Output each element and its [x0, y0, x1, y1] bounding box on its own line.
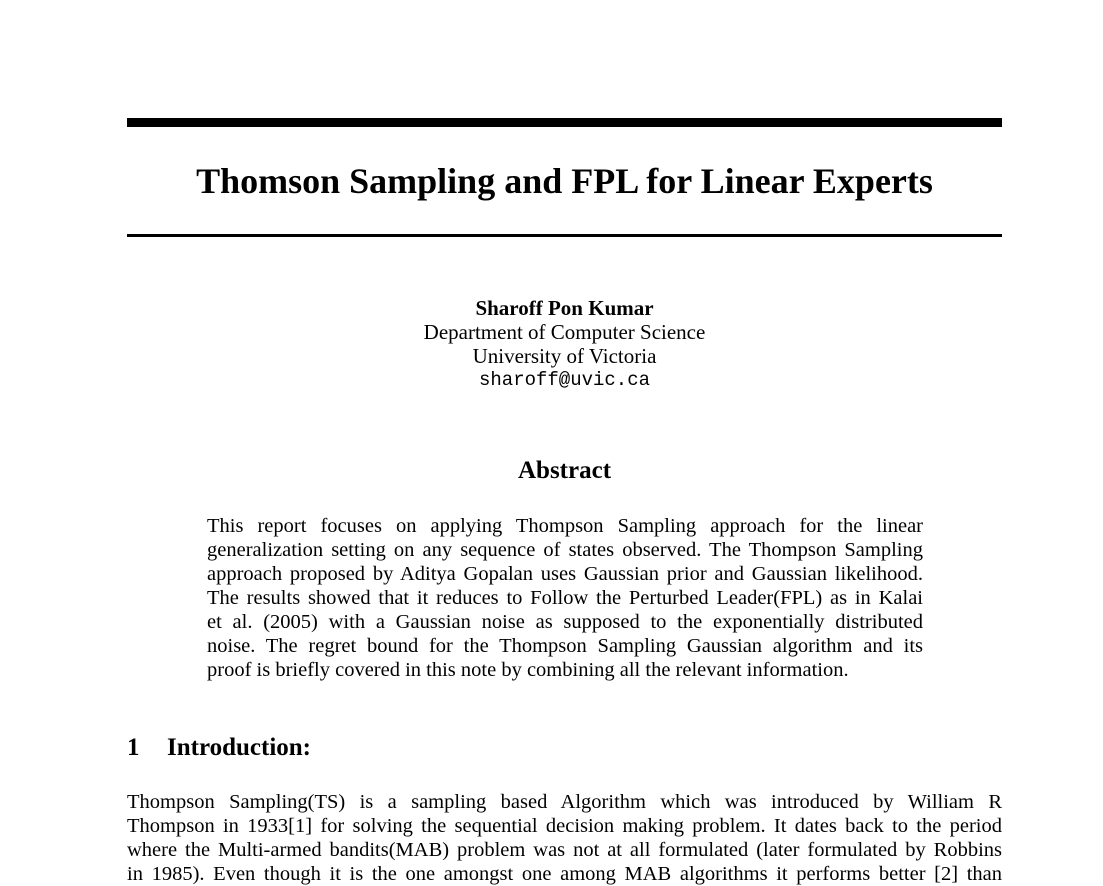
abstract-line: The results showed that it reduces to Follow the Perturbed Leader(FPL) as in Kalai [207, 587, 923, 609]
introduction-line: where the Multi-armed bandits(MAB) problem was not at all formulated (later formulated by Robbins [127, 839, 1002, 861]
section-heading-introduction [127, 732, 1002, 764]
introduction-body [127, 790, 1002, 886]
abstract-line: et al. (2005) with a Gaussian noise as supposed to the exponentially distributed [207, 611, 923, 633]
introduction-line: Thompson Sampling(TS) is a sampling based Algorithm which was introduced by William R [127, 791, 1002, 813]
section-number: 1 [127, 734, 140, 761]
abstract-line: generalization setting on any sequence of states observed. The Thompson Sampling [207, 539, 923, 561]
paper-title: Thomson Sampling and FPL for Linear Experts [196, 161, 933, 201]
abstract-line: This report focuses on applying Thompson Sampling approach for the linear [207, 515, 923, 537]
introduction-line: Thompson in 1933[1] for solving the sequential decision making problem. It dates back to the period [127, 815, 1002, 837]
author-email[interactable]: sharoff@uvic.ca [478, 369, 651, 391]
abstract-body [207, 514, 923, 682]
introduction-line: in 1985). Even though it is the one amongst one among MAB algorithms it performs better [2] than [127, 863, 1002, 885]
abstract-line: noise. The regret bound for the Thompson Sampling Gaussian algorithm and its [207, 635, 923, 657]
author-department: Department of Computer Science [423, 320, 706, 344]
paper-page [127, 0, 1002, 885]
author-university: University of Victoria [472, 344, 657, 368]
abstract-line: proof is briefly covered in this note by combining all the relevant information. [207, 659, 849, 681]
title-top-rule [127, 118, 1002, 127]
author-name: Sharoff Pon Kumar [475, 296, 654, 320]
author-block [127, 296, 1002, 392]
abstract-heading: Abstract [517, 457, 612, 484]
section-title: Introduction: [167, 734, 312, 761]
abstract-line: approach proposed by Aditya Gopalan uses Gaussian prior and Gaussian likelihood. [207, 563, 923, 585]
title-bottom-rule [127, 234, 1002, 237]
